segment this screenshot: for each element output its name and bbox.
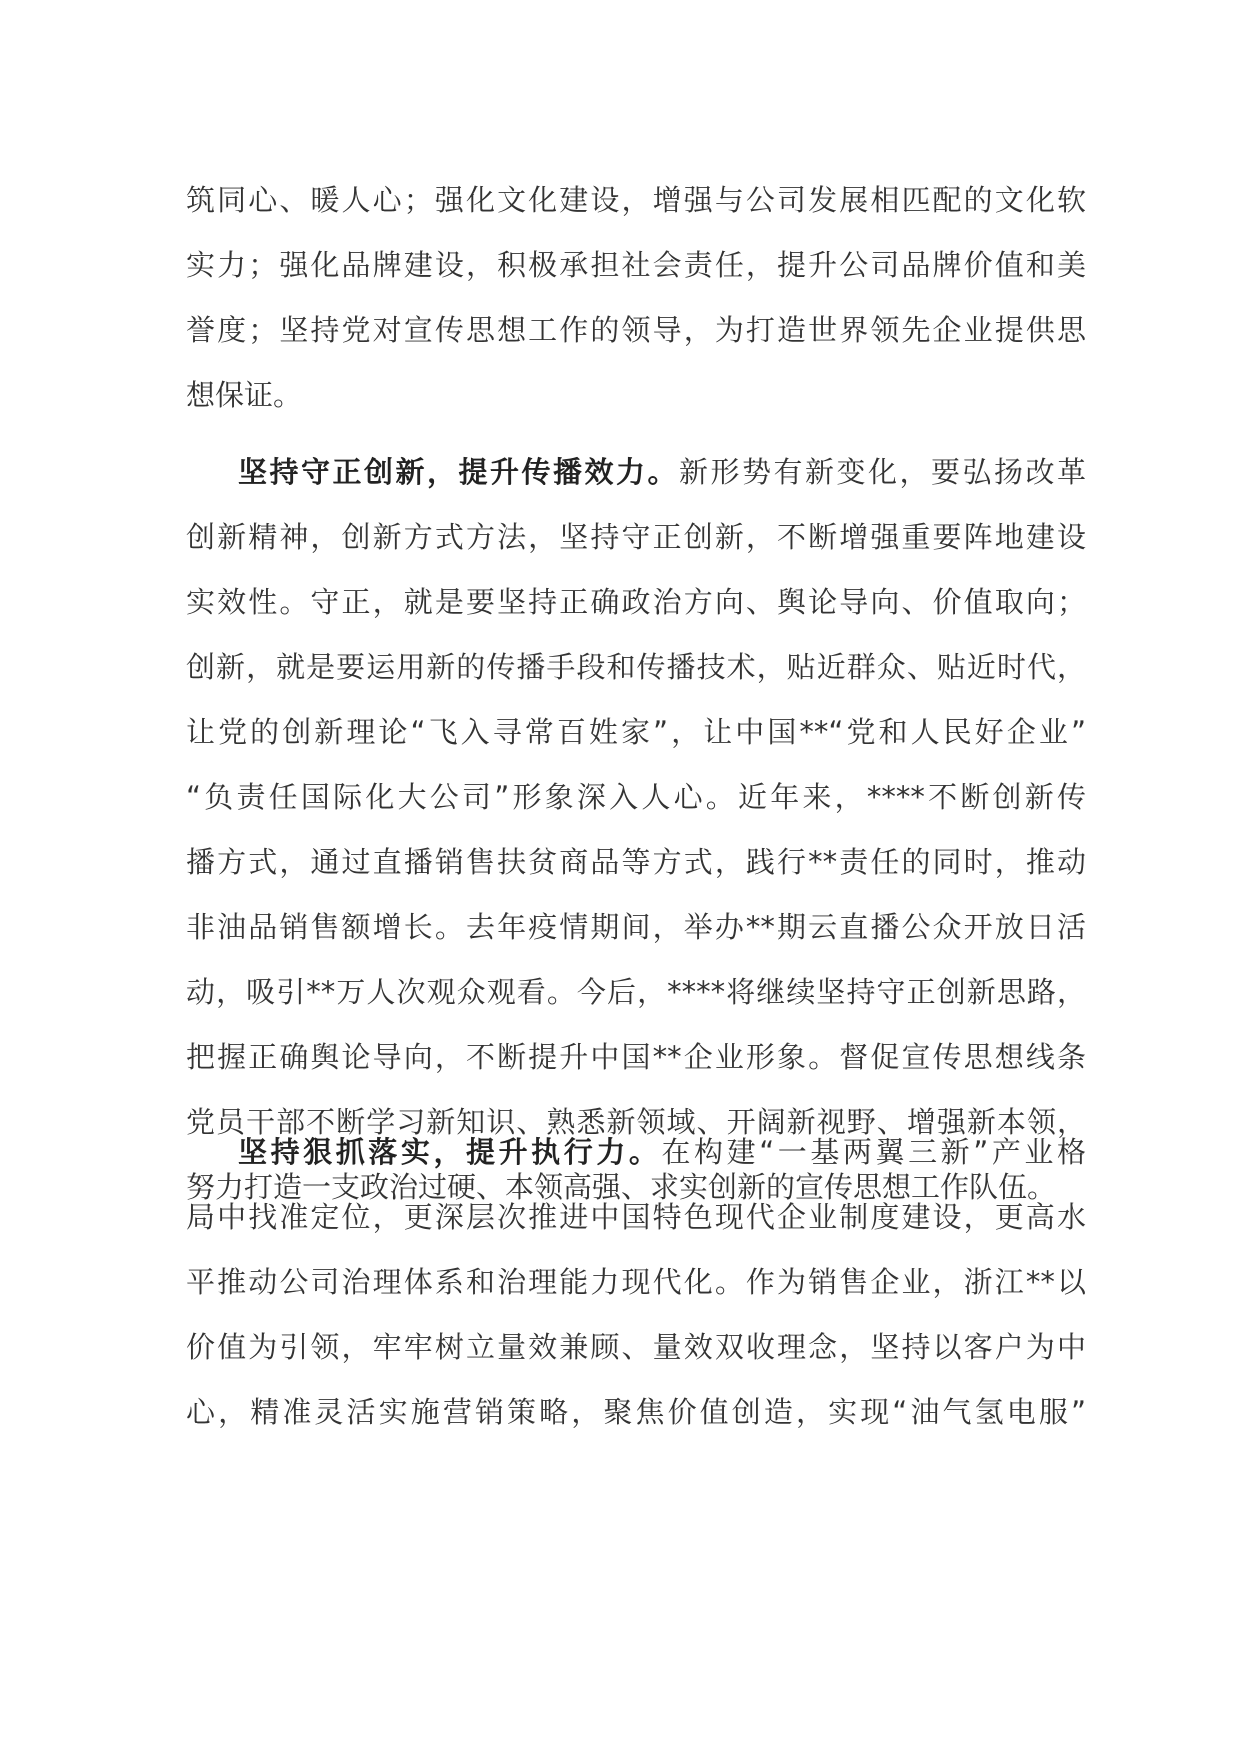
- text-line: 想保证。: [186, 378, 303, 412]
- text-line: 创新，就是要运用新的传播手段和传播技术，贴近群众、贴近时代，: [186, 650, 1086, 684]
- text-line: 筑同心、暖人心；强化文化建设，增强与公司发展相匹配的文化软: [186, 183, 1086, 217]
- text-line: 播方式，通过直播销售扶贫商品等方式，践行**责任的同时，推动: [186, 845, 1086, 879]
- text-line: 非油品销售额增长。去年疫情期间，举办**期云直播公众开放日活: [186, 910, 1086, 944]
- paragraph-2: [186, 440, 1086, 1220]
- text-line: 党员干部不断学习新知识、熟悉新领域、开阔新视野、增强新本领，: [186, 1105, 1086, 1139]
- text-line: 把握正确舆论导向，不断提升中国**企业形象。督促宣传思想线条: [186, 1040, 1086, 1074]
- paragraph-heading: 坚持守正创新，提升传播效力。: [238, 455, 679, 489]
- text-run: 新形势有新变化，要弘扬改革: [678, 455, 1086, 489]
- text-line: 誉度；坚持党对宣传思想工作的领导，为打造世界领先企业提供思: [186, 313, 1086, 347]
- paragraph-heading: 坚持狠抓落实，提升执行力。: [238, 1135, 662, 1169]
- text-line: 价值为引领，牢牢树立量效兼顾、量效双收理念，坚持以客户为中: [186, 1330, 1086, 1364]
- text-line: 让党的创新理论“飞入寻常百姓家”，让中国**“党和人民好企业”: [186, 715, 1086, 749]
- text-line: 动，吸引**万人次观众观看。今后，****将继续坚持守正创新思路，: [186, 975, 1086, 1009]
- text-line: 实效性。守正，就是要坚持正确政治方向、舆论导向、价值取向；: [186, 585, 1086, 619]
- text-line: 平推动公司治理体系和治理能力现代化。作为销售企业，浙江**以: [186, 1265, 1086, 1299]
- text-line: [186, 440, 1086, 505]
- paragraph-1: [186, 168, 1086, 428]
- text-line: “负责任国际化大公司”形象深入人心。近年来，****不断创新传: [186, 780, 1086, 814]
- text-line: [186, 1120, 1086, 1185]
- text-line: 局中找准定位，更深层次推进中国特色现代企业制度建设，更高水: [186, 1200, 1086, 1234]
- text-line: 努力打造一支政治过硬、本领高强、求实创新的宣传思想工作队伍。: [186, 1170, 1057, 1204]
- text-line: 心，精准灵活实施营销策略，聚焦价值创造，实现“油气氢电服”: [186, 1395, 1086, 1429]
- paragraph-3: [186, 1120, 1086, 1445]
- text-line: 实力；强化品牌建设，积极承担社会责任，提升公司品牌价值和美: [186, 248, 1086, 282]
- text-run: 在构建“一基两翼三新”产业格: [661, 1135, 1086, 1169]
- text-line: 创新精神，创新方式方法，坚持守正创新，不断增强重要阵地建设: [186, 520, 1086, 554]
